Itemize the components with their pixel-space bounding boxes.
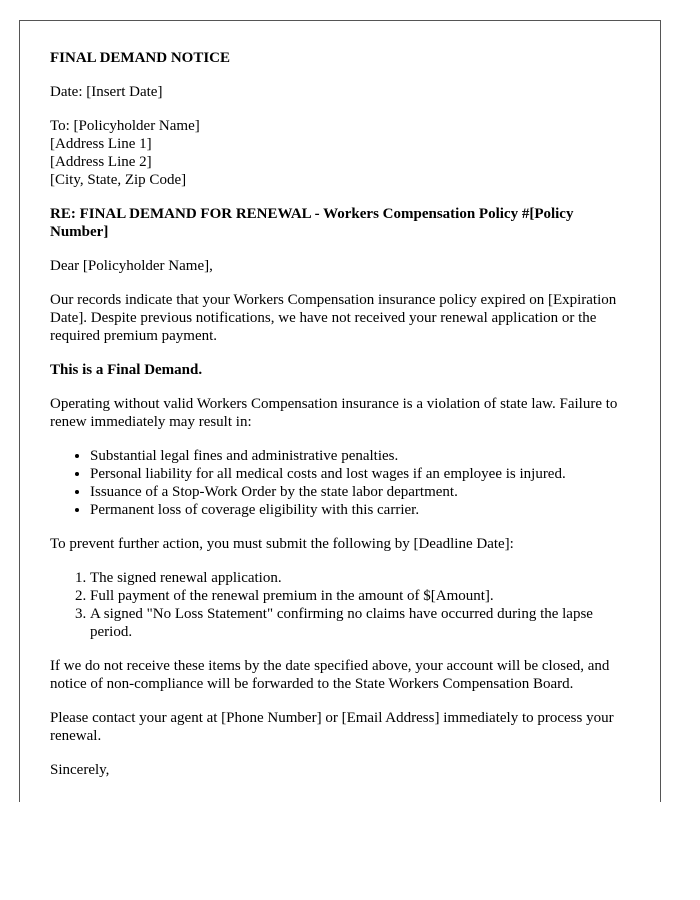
recipient-address bbox=[50, 117, 632, 189]
address-line: [Address Line 2] bbox=[50, 154, 152, 170]
document-page bbox=[19, 20, 661, 802]
list-item: • Permanent loss of coverage eligibility with this carrier. bbox=[90, 501, 632, 519]
address-line: [Address Line 1] bbox=[50, 136, 152, 152]
list-item: • Issuance of a Stop-Work Order by the state labor department. bbox=[90, 483, 632, 501]
salutation: Dear [Policyholder Name], bbox=[50, 258, 213, 274]
list-item: • Substantial legal fines and administrative penalties. bbox=[90, 447, 632, 465]
list-item: • Personal liability for all medical costs and lost wages if an employee is injured. bbox=[90, 465, 632, 483]
final-demand-heading: This is a Final Demand. bbox=[50, 362, 203, 378]
paragraph-deadline: To prevent further action, you must submit the following by [Deadline Date]: bbox=[50, 536, 514, 552]
address-line: [City, State, Zip Code] bbox=[50, 172, 187, 188]
list-item: 1. The signed renewal application. bbox=[90, 569, 632, 587]
address-line: To: [Policyholder Name] bbox=[50, 118, 200, 134]
closing: Sincerely, bbox=[50, 762, 110, 778]
paragraph-expiration: Our records indicate that your Workers Compensation insurance policy expired on [Expiration Date]. Despite previous notifications, we have not received your renewal application or the required premium payment. bbox=[50, 292, 617, 344]
list-item: 2. Full payment of the renewal premium in the amount of $[Amount]. bbox=[90, 587, 632, 605]
paragraph-contact: Please contact your agent at [Phone Number] or [Email Address] immediately to process your renewal. bbox=[50, 710, 614, 744]
subject-line: RE: FINAL DEMAND FOR RENEWAL - Workers Compensation Policy #[Policy Number] bbox=[50, 206, 574, 240]
consequences-list bbox=[50, 447, 632, 519]
requirements-list bbox=[50, 569, 632, 641]
paragraph-consequence-closure: If we do not receive these items by the date specified above, your account will be closed, and notice of non-compliance will be forwarded to the State Workers Compensation Board. bbox=[50, 658, 610, 692]
list-item: 3. A signed "No Loss Statement" confirming no claims have occurred during the lapse period. bbox=[90, 605, 632, 641]
paragraph-violation: Operating without valid Workers Compensation insurance is a violation of state law. Failure to renew immediately may result in: bbox=[50, 396, 618, 430]
date-line: Date: [Insert Date] bbox=[50, 84, 163, 100]
notice-title: FINAL DEMAND NOTICE bbox=[50, 50, 231, 66]
letter-body bbox=[50, 49, 632, 795]
